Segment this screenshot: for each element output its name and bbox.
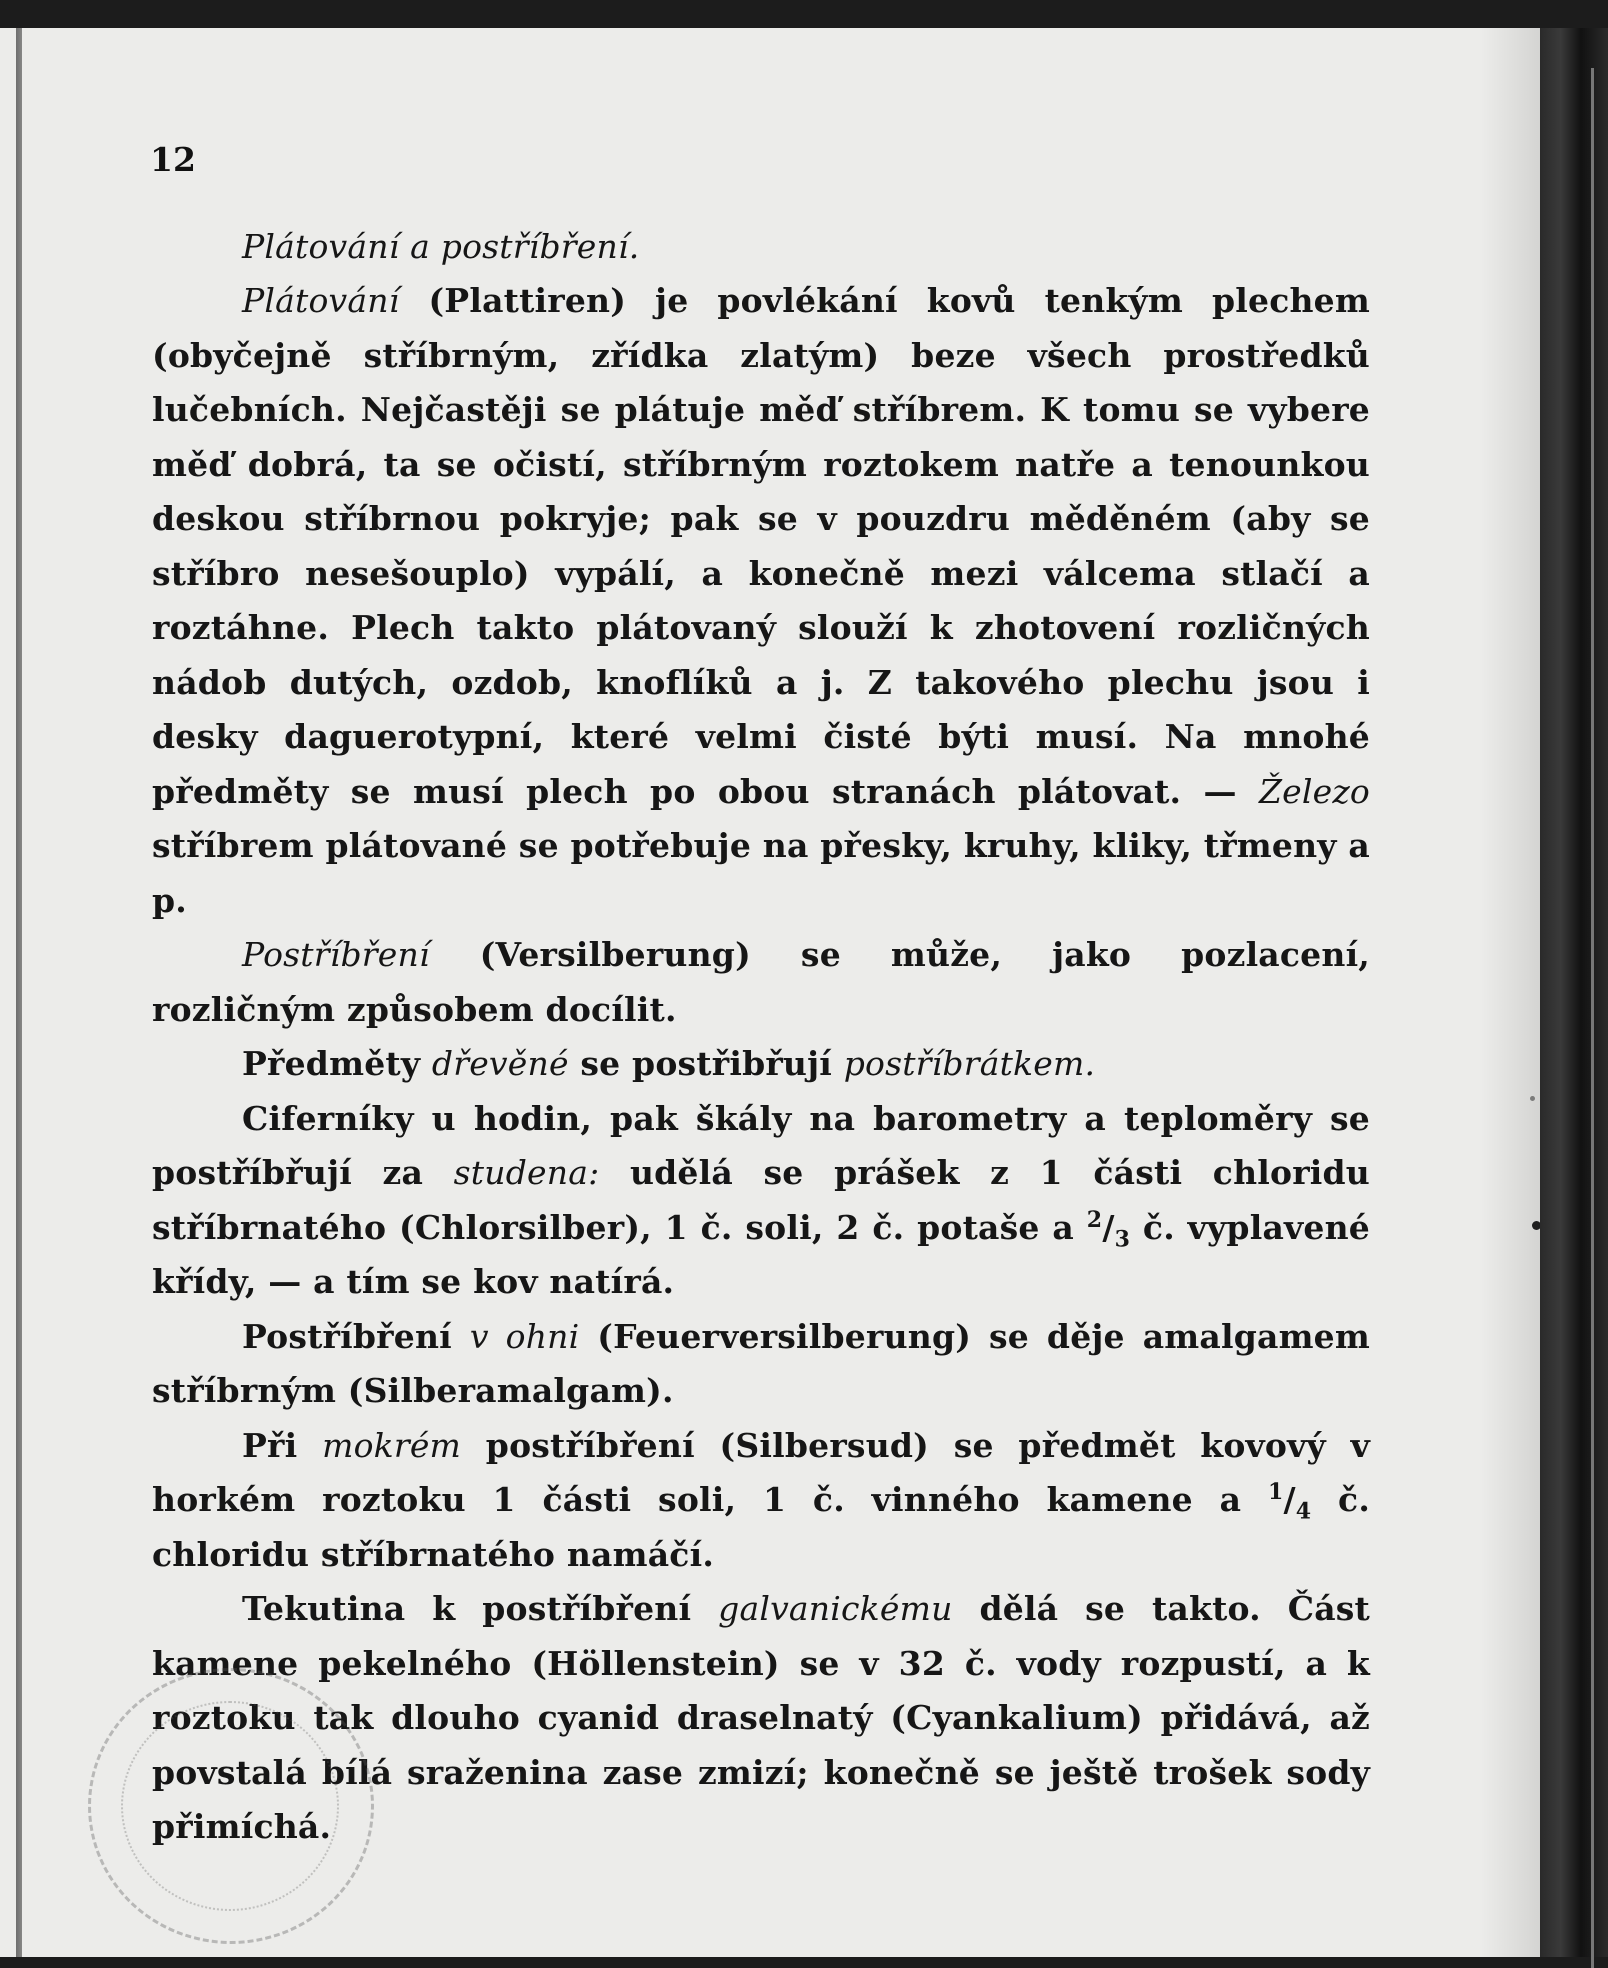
text-run: / [1102, 1207, 1115, 1247]
italic-term: Postříbření [242, 935, 430, 974]
fraction-numerator: 1 [1267, 1479, 1284, 1505]
italic-term: Železo [1259, 771, 1370, 811]
book-binding-edge [1540, 28, 1608, 1957]
page-number: 12 [150, 140, 196, 179]
italic-term: dřevěné [431, 1044, 569, 1083]
ink-speck [1532, 1221, 1540, 1230]
binding-line [1591, 68, 1594, 1968]
text-run: (Feuerversilberung) se děje amalgamem stříbrným (Silberamalgam). [152, 1316, 1370, 1410]
italic-term: v ohni [469, 1316, 580, 1356]
text-run: Předměty [242, 1044, 432, 1083]
italic-term: galvanickému [718, 1589, 953, 1628]
text-run: Postříbření [242, 1316, 470, 1356]
page-left-edge [16, 28, 22, 1957]
text-run: (Versilberung) se může, jako pozlacení, rozličným způsobem docílit. [152, 935, 1370, 1029]
text-run: (Plattiren) je povlékání kovů tenkým plechem (obyčejně stříbrným, zřídka zlatým) beze všech prostředků lučebních. Nejčastěji se plátuje měď stříbrem. K tomu se vybere měď dobrá, ta se očistí, stříbrným roztokem natře a tenounkou deskou stříbrnou pokryje; pak se v pouzdru měděném (aby se stříbro nesešouplo) vypálí, a konečně mezi válcema stlačí a roztáhne. Plech takto plátovaný slouží k zhotovení rozličných nádob dutých, ozdob, knoflíků a j. Z takového plechu jsou i desky daguerotypní, které velmi čisté býti musí. Na mnohé předměty se musí plech po obou stranách plátovat. — [152, 281, 1370, 811]
text-run: Ciferníky u hodin, pak škály na barometry a teploměry se postříbřují za [152, 1098, 1370, 1192]
text-run: č. chloridu stříbrnatého namáčí. [152, 1480, 1371, 1574]
paragraph [152, 1419, 1370, 1583]
paragraph [152, 1037, 1370, 1092]
book-page [0, 28, 1540, 1957]
italic-term: mokrém [322, 1425, 462, 1465]
body-text [152, 220, 1370, 1855]
paragraph [152, 1092, 1370, 1310]
text-run: stříbrem plátované se potřebuje na přesky, kruhy, kliky, třmeny a p. [152, 826, 1370, 920]
text-run: se postřibřují [568, 1044, 844, 1083]
library-stamp-inner-ring [121, 1701, 339, 1911]
text-run: č. vyplavené křídy, — a tím se kov natírá. [152, 1207, 1370, 1301]
text-run: postříbření (Silbersud) se předmět kovový v horkém roztoku 1 části soli, 1 č. vinného kamene a [152, 1425, 1370, 1519]
fraction-denominator: 3 [1114, 1226, 1131, 1253]
paragraph [152, 928, 1370, 1037]
ink-speck [1530, 1096, 1535, 1101]
text-run: / [1283, 1480, 1296, 1519]
text-run: dělá se takto. Část kamene pekelného (Höllenstein) se v 32 č. vody rozpustí, a k roztoku tak dlouho cyanid draselnatý (Cyankalium) přidává, až povstalá bílá sraženina zase zmizí; konečně se ještě trošek sody přimíchá. [152, 1589, 1370, 1846]
text-run: udělá se prášek z 1 části chloridu stříbrnatého (Chlorsilber), 1 č. soli, 2 č. potaše a [152, 1153, 1371, 1247]
italic-term: studena: [453, 1153, 600, 1192]
section-heading: Plátování a postříbření. [242, 227, 640, 266]
paragraph [152, 274, 1370, 928]
fraction-numerator: 2 [1086, 1206, 1103, 1233]
fraction-denominator: 4 [1295, 1498, 1312, 1525]
paragraph [152, 1310, 1370, 1419]
library-stamp [88, 1668, 374, 1944]
paragraphs [152, 274, 1370, 1855]
italic-term: Plátování [242, 281, 400, 320]
text-run: Při [242, 1425, 323, 1465]
text-run: Tekutina k postříbření [242, 1589, 719, 1628]
italic-term: postříbrátkem. [843, 1044, 1096, 1083]
